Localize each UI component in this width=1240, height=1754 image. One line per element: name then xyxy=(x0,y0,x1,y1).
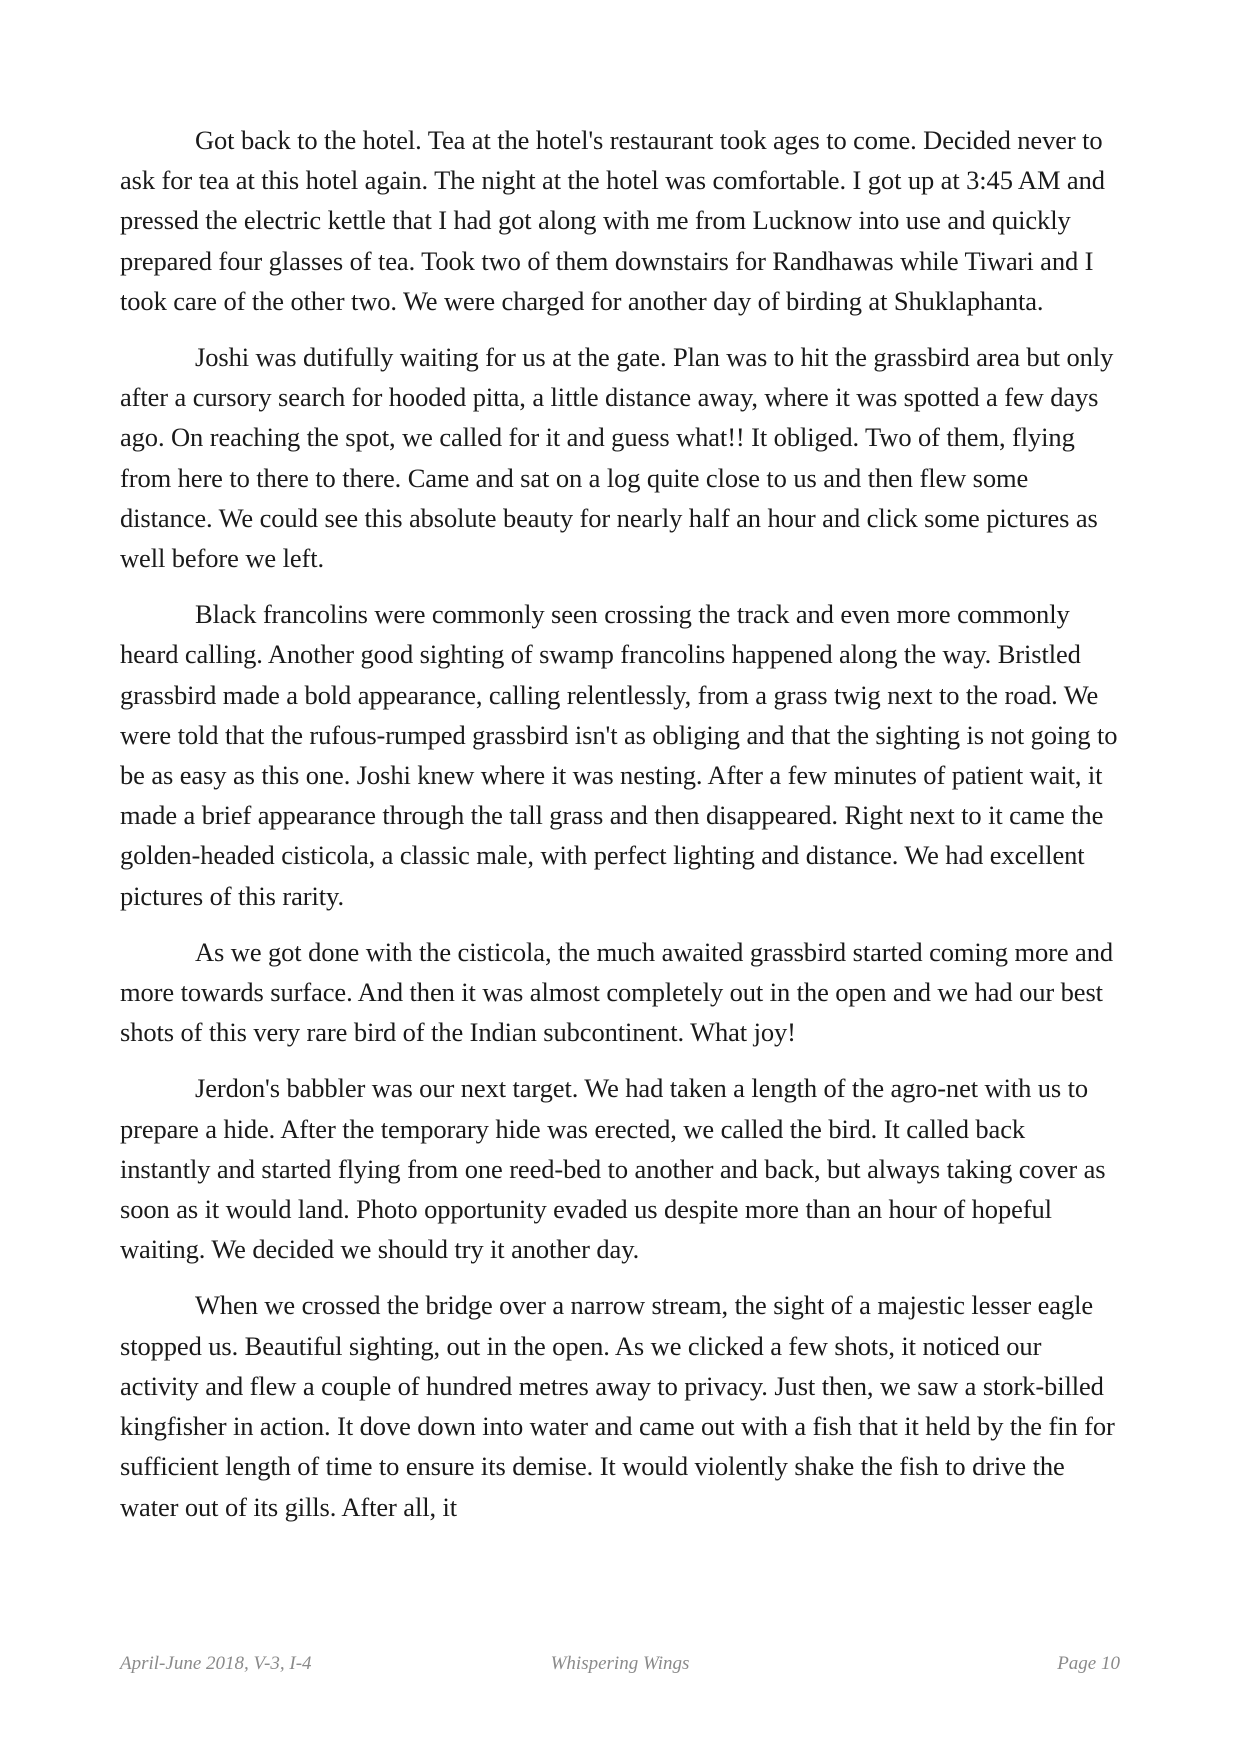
footer-page-number: Page 10 xyxy=(1057,1653,1120,1674)
paragraph-jerdons-babbler: Jerdon's babbler was our next target. We had taken a length of the agro-net with us to prepare a hide. After the temporary hide was erected, we called the bird. It called back instantly and started flying from one reed-bed to another and back, but always taking cover as soon as it would land. Photo opportunity evaded us despite more than an hour of hopeful waiting. We decided we should try it another day. xyxy=(120,1073,1106,1265)
paragraph-grassbird-joy: As we got done with the cisticola, the much awaited grassbird started coming more and more towards surface. And then it was almost completely out in the open and we had our best shots of this very rare bird of the Indian subcontinent. What joy! xyxy=(120,936,1114,1048)
document-page xyxy=(120,120,1120,1680)
footer-publication-title: Whispering Wings xyxy=(550,1653,690,1674)
paragraph-grassbird-cisticola: Black francolins were commonly seen crossing the track and even more commonly heard calling. Another good sighting of swamp francolins happened along the way. Bristled grassbird made a bold appearance, calling relentlessly, from a grass twig next to the road. We were told that the rufous-rumped grassbird isn't as obliging and that the sighting is not going to be as easy as this one. Joshi knew where it was nesting. After a few minutes of patient wait, it made a brief appearance through the tall grass and then disappeared. Right next to it came the golden-headed cisticola, a classic male, with perfect lighting and distance. We had excellent pictures of this rarity. xyxy=(120,599,1118,911)
paragraph-lesser-eagle-kingfisher: When we crossed the bridge over a narrow stream, the sight of a majestic lesser eagle stopped us. Beautiful sighting, out in the open. As we clicked a few shots, it noticed our activity and flew a couple of hundred metres away to privacy. Just then, we saw a stork-billed kingfisher in action. It dove down into water and came out with a fish that it held by the fin for sufficient length of time to ensure its demise. It would violently shake the fish to drive the water out of its gills. After all, it xyxy=(120,1290,1115,1522)
paragraph-hotel-tea: Got back to the hotel. Tea at the hotel's restaurant took ages to come. Decided never to ask for tea at this hotel again. The night at the hotel was comfortable. I got up at 3:45 AM and pressed the electric kettle that I had got along with me from Lucknow into use and quickly prepared four glasses of tea. Took two of them downstairs for Randhawas while Tiwari and I took care of the other two. We were charged for another day of birding at Shuklaphanta. xyxy=(120,125,1105,316)
footer-issue-info: April-June 2018, V-3, I-4 xyxy=(120,1653,312,1674)
article-body xyxy=(120,120,1120,1543)
paragraph-hooded-pitta: Joshi was dutifully waiting for us at the gate. Plan was to hit the grassbird area but only after a cursory search for hooded pitta, a little distance away, where it was spotted a few days ago. On reaching the spot, we called for it and guess what!! It obliged. Two of them, flying from here to there to there. Came and sat on a log quite close to us and then flew some distance. We could see this absolute beauty for nearly half an hour and click some pictures as well before we left. xyxy=(120,342,1114,574)
page-footer xyxy=(120,1653,1120,1683)
